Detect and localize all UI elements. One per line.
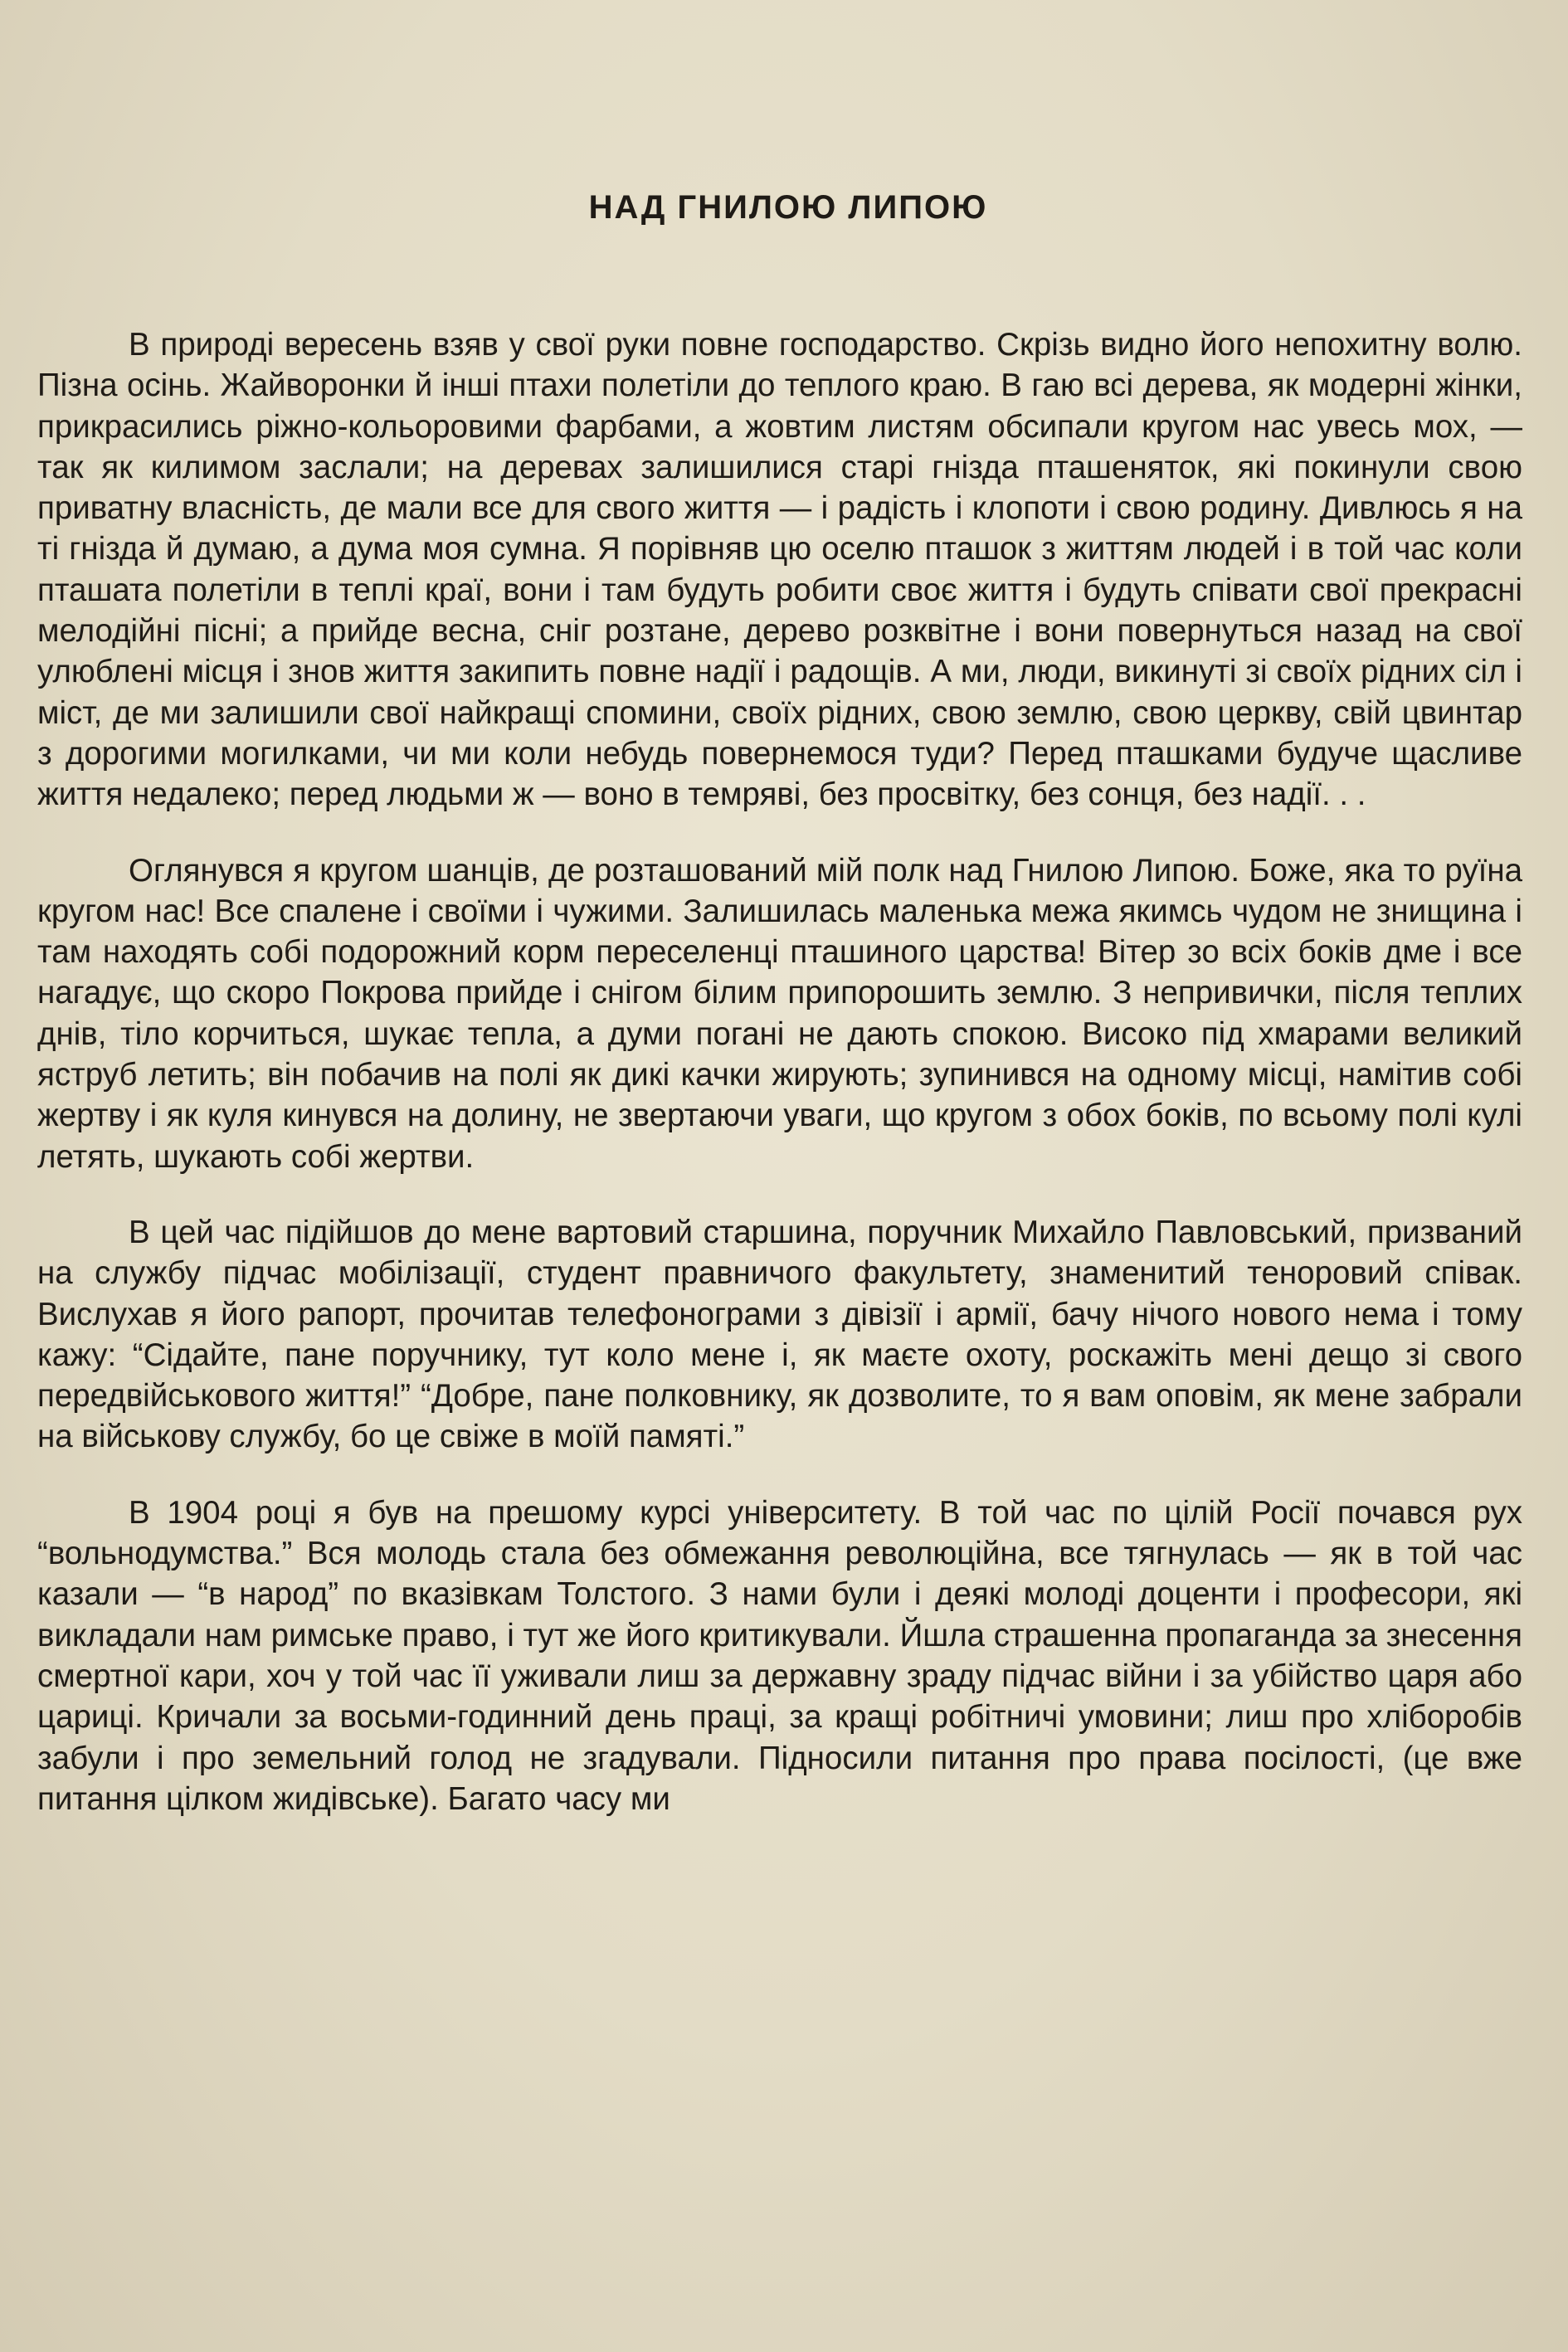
paragraph-1: В природі вересень взяв у свої руки повне господарство. Скрізь видно його непохитну волю. Пізна осінь. Жайворонки й інші птахи полетіли до теплого краю. В гаю всі дерева, як модерні жінки, прикрасились ріжно-кольоровими фарбами, а жовтим листям обсипали кругом нас увесь мох, — так як килимом заслали; на деревах залишилися старі гнізда пташеняток, які покинули свою приватну власність, де мали все для свого життя — і радість і клопоти і свою родину. Дивлюсь я на ті гнізда й думаю, а дума моя сумна. Я порівняв цю оселю пташок з життям людей і в той час коли пташата полетіли в теплі краї, вони і там будуть робити своє життя і будуть співати свої прекрасні мелодійні пісні; а прийде весна, сніг розтане, дерево розквітне і вони повернуться назад на свої улюблені місця і знов життя закипить повне надії і радощів. А ми, люди, викинуті зі своїх рідних сіл і міст, де ми залишили свої найкращі спомини, своїх рідних, свою землю, свою церкву, свій цвинтар з дорогими могилками, чи ми коли небудь повернемося туди? Перед пташками будуче щасливе життя недалеко; перед людьми ж — воно в темряві, без просвітку, без сонця, без надії. . . — [37, 327, 1522, 813]
chapter-title: НАД ГНИЛОЮ ЛИПОЮ — [588, 189, 988, 226]
paragraph-3: В цей час підійшов до мене вартовий старшина, поручник Михайло Павловський, призваний на службу підчас мобілізації, студент правничого факультету, знаменитий теноровий співак. Вислухав я його рапорт, прочитав телефонограми з дівізії і армії, бачу нічого нового нема і тому кажу: “Сідайте, пане поручнику, тут коло мене і, як маєте охоту, роскажіть мені дещо зі свого передвійськового життя!” “Добре, пане полковнику, як дозволите, то я вам оповім, як мене забрали на військову службу, бо це свіже в моїй памяті.” — [37, 1214, 1522, 1455]
paragraph-2: Оглянувся я кругом шанців, де розташований мій полк над Гнилою Липою. Боже, яка то руїна кругом нас! Все спалене і своїми і чужими. Залишилась маленька межа якимсь чудом не знищина і там находять собі подорожний корм переселенці пташиного царства! Вітер зо всіх боків дме і все нагадує, що скоро Покрова прийде і снігом білим припорошить землю. З непривички, після теплих днів, тіло корчиться, шукає тепла, а думи погані не дають спокою. Високо під хмарами великий яструб летить; він побачив на полі як дикі качки жирують; зупинився на одному місці, намітив собі жертву і як куля кинувся на долину, не звертаючи уваги, що кругом з обох боків, по всьому полі кулі летять, шукають собі жертви. — [37, 852, 1522, 1175]
paragraph-4: В 1904 році я був на прешому курсі університету. В той час по цілій Росії почався рух “вольнодумства.” Вся молодь стала без обмежання революційна, все тягнулась — як в той час казали — “в народ” по вказівкам Толстого. З нами були і деякі молоді доценти і професори, які викладали нам римське право, і тут же його критикували. Йшла страшенна пропаганда за знесення смертної кари, хоч у той час її уживали лиш за державну зраду підчас війни і за убійство царя або цариці. Кричали за восьми-годинний день праці, за кращі робітничі умовини; лиш про хліборобів забули і про земельний голод не згадували. Підносили питання про права посілості, (це вже питання цілком жидівське). Багато часу ми — [37, 1494, 1522, 1817]
